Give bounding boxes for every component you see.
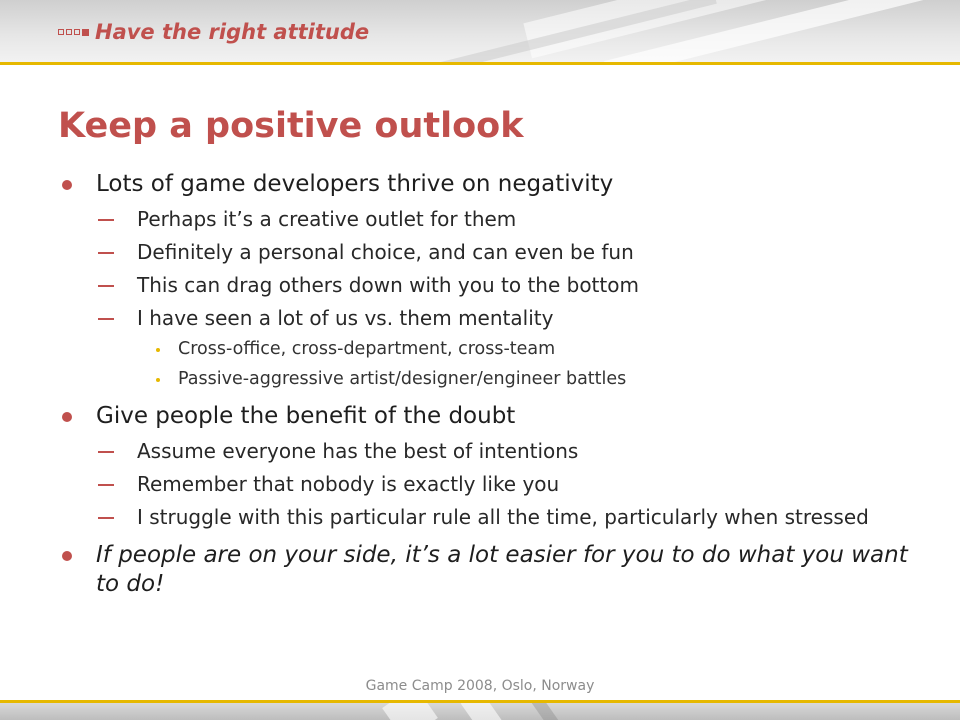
bullet-text: Assume everyone has the best of intentions (137, 439, 579, 463)
dash-bullet-icon (98, 451, 114, 453)
bullet-level3 (156, 338, 918, 361)
footer-swoosh-decoration (382, 703, 438, 720)
bullet-text: Give people the benefit of the doubt (96, 403, 516, 429)
bullet-text: If people are on your side, it’s a lot easier for you to do what you want to do! (96, 542, 908, 597)
bullet-level2 (96, 306, 918, 331)
dash-bullet-icon (98, 219, 114, 221)
bullet-text: This can drag others down with you to the bottom (137, 273, 639, 297)
bullet-level2 (96, 240, 918, 265)
bullet-level2 (96, 472, 918, 497)
bullet-level1 (58, 402, 918, 431)
bullet-text: Cross-office, cross-department, cross-team (178, 339, 556, 359)
bullet-text: Definitely a personal choice, and can even be fun (137, 240, 634, 264)
dash-bullet-icon (98, 318, 114, 320)
bullet-level2 (96, 439, 918, 464)
slide-footer: Game Camp 2008, Oslo, Norway (365, 678, 595, 694)
small-dot-bullet-icon (156, 348, 160, 352)
dash-bullet-icon (98, 517, 114, 519)
bullet-dot-icon (62, 551, 72, 561)
section-header-title: Have the right attitude (95, 20, 370, 44)
small-dot-bullet-icon (156, 378, 160, 382)
header-marker-icon (58, 29, 89, 36)
bullet-level2 (96, 207, 918, 232)
bullet-text: Remember that nobody is exactly like you (137, 472, 560, 496)
dash-bullet-icon (98, 285, 114, 287)
bullet-level3 (156, 368, 918, 391)
header-rule (0, 62, 960, 65)
footer-band (0, 703, 960, 720)
bullet-text: I have seen a lot of us vs. them mentality (137, 306, 554, 330)
bullet-text: Perhaps it’s a creative outlet for them (137, 207, 517, 231)
footer-swoosh-decoration (461, 703, 504, 720)
bullet-level1 (58, 541, 918, 599)
bullet-level2 (96, 273, 918, 298)
dash-bullet-icon (98, 252, 114, 254)
bullet-dot-icon (62, 412, 72, 422)
bullet-dot-icon (62, 180, 72, 190)
bullet-text: Passive-aggressive artist/designer/engineer battles (178, 369, 627, 389)
bullet-text: I struggle with this particular rule all the time, particularly when stressed (137, 505, 869, 529)
section-header (58, 18, 369, 46)
bullet-level2 (96, 505, 918, 530)
dash-bullet-icon (98, 484, 114, 486)
bullet-text: Lots of game developers thrive on negativity (96, 171, 614, 197)
slide-title: Keep a positive outlook (58, 106, 524, 146)
bullet-level1 (58, 170, 918, 199)
slide-body (58, 170, 918, 599)
footer-swoosh-decoration (530, 703, 563, 720)
